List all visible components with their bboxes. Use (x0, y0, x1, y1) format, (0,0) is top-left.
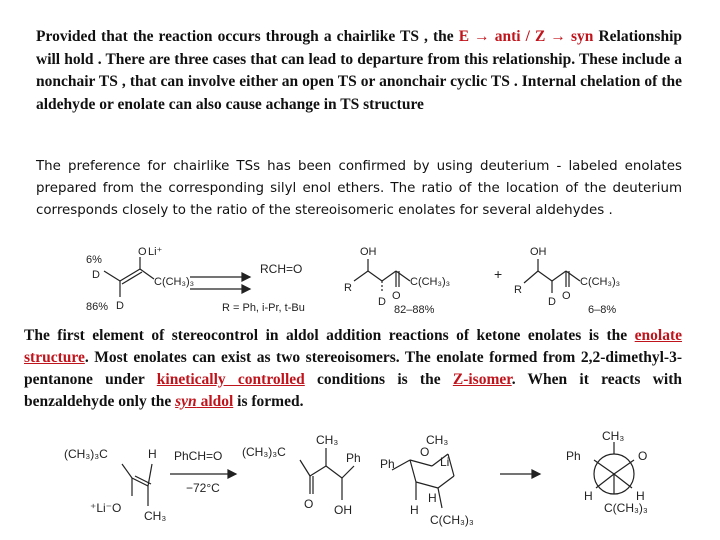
ts-li: Li (440, 455, 450, 469)
pct-6: 6% (86, 254, 102, 266)
z-isomer-term: Z-isomer (452, 371, 512, 388)
temperature: −72°C (186, 481, 220, 495)
pct-82-88: 82–88% (394, 304, 435, 316)
aldol-term: aldol (196, 393, 234, 410)
prod-o: O (392, 290, 401, 302)
p3-text-e: is formed. (233, 393, 304, 410)
label-li: Li⁺ (148, 246, 163, 258)
paragraph-stereocontrol (24, 325, 682, 413)
kinetically-controlled-term: kinetically controlled (156, 371, 305, 388)
prod-d: D (378, 296, 386, 308)
aldol-ph: Ph (346, 451, 361, 465)
p3-text-c: conditions is the (304, 371, 453, 388)
prod-oh: OH (360, 246, 377, 258)
prod2-cch3: C(CH₃)₃ (580, 276, 621, 288)
prod2-o: O (562, 290, 571, 302)
label-cch3: C(CH₃)₃ (154, 276, 195, 288)
prod2-oh: OH (530, 246, 547, 258)
enolate-structure-term: enolate structure (24, 327, 682, 366)
aldol-o: O (304, 497, 314, 511)
aldol-tbu: (CH₃)₃C (242, 445, 286, 459)
newman-tbu: C(CH₃)₃ (604, 501, 648, 515)
e-anti-z-syn-relationship: E → anti / Z → syn (458, 28, 594, 45)
z-enolate-aldol-scheme (60, 426, 700, 536)
ts-ph: Ph (380, 457, 395, 471)
pct-86: 86% (86, 301, 109, 313)
newman-ph: Ph (566, 449, 581, 463)
newman-o: O (638, 449, 648, 463)
enolate-lio: ⁺Li⁻O (90, 501, 122, 515)
plus-sign: + (494, 266, 503, 282)
enolate-h: H (148, 447, 157, 461)
ts-tbu: C(CH₃)₃ (430, 513, 474, 527)
newman-ch3: CH₃ (602, 429, 625, 443)
prod-r: R (344, 282, 352, 294)
benzaldehyde: PhCH=O (174, 449, 223, 463)
label-o: O (138, 246, 147, 258)
newman-h2: H (636, 489, 645, 503)
pct-6-8: 6–8% (588, 304, 617, 316)
ts-o: O (420, 445, 430, 459)
aldol-oh: OH (334, 503, 352, 517)
newman-h: H (584, 489, 593, 503)
p3-text-b: . Most enolates can exist as two stereoisomers. The enolate formed from 2,2-dimethyl-3-pentanone under (24, 349, 682, 388)
syn-term: syn (175, 393, 197, 410)
enolate-ch3: CH₃ (144, 509, 167, 523)
p3-text-d: . When it reacts with benzaldehyde only the (24, 371, 682, 410)
label-d: D (92, 269, 100, 281)
prod2-d: D (548, 296, 556, 308)
enolate-tbu: (CH₃)₃C (64, 447, 108, 461)
r-values: R = Ph, i-Pr, t-Bu (222, 302, 305, 314)
ts-ch3: CH₃ (426, 433, 449, 447)
p1-text-b: Relationship will hold . There are three cases that can lead to departure from this relationship. These include a nonchair TS , that can involve either an open TS or anonchair cyclic TS . Internal chelation of the aldehyde or enolate can also cause achange in TS structure (36, 28, 682, 113)
aldehyde-reagent: RCH=O (260, 262, 303, 276)
prod2-r: R (514, 284, 522, 296)
deuterium-enolate-scheme (80, 243, 680, 319)
prod-cch3: C(CH₃)₃ (410, 276, 451, 288)
aldol-ch3: CH₃ (316, 433, 339, 447)
ts-h: H (410, 503, 419, 517)
p3-text-a: The first element of stereocontrol in aldol addition reactions of ketone enolates is the (24, 327, 635, 344)
paragraph-chairlike-ts (36, 26, 682, 116)
p1-text-a: Provided that the reaction occurs through a chairlike TS , the (36, 28, 459, 45)
ts-h2: H (428, 491, 437, 505)
label-d-lower: D (116, 300, 124, 312)
paragraph-deuterium: The preference for chairlike TSs has been confirmed by using deuterium - labeled enolates prepared from the corresponding silyl enol ethers. The ratio of the location of the deuterium corresponds closely to the ratio of the stereoisomeric enolates for several aldehydes . (36, 159, 682, 218)
